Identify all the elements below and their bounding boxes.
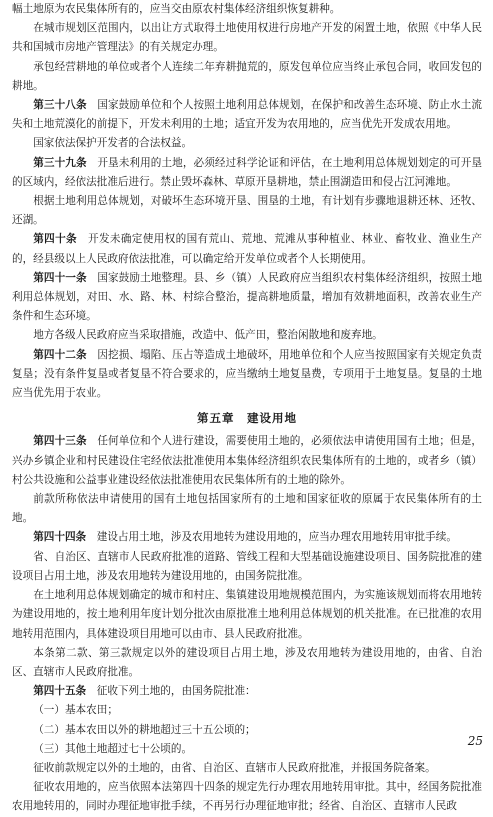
article-text: 国家鼓励单位和个人按照土地利用总体规划，在保护和改善生态环境、防止水土流失和土地荒漠化的前提下，开发未利用的土地；适宜开发为农用地的，应当优先开发成农用地。 — [12, 99, 483, 131]
page-number: 25 — [467, 734, 483, 748]
paragraph: 国家依法保护开发者的合法权益。 — [33, 137, 193, 150]
paragraph: 地方各级人民政府应当采取措施，改造中、低产田，整治闲散地和废弃地。 — [33, 329, 383, 342]
paragraph: 在土地利用总体规划确定的城市和村庄、集镇建设用地规模范围内，为实施该规划而将农用地转为建设用地的，按土地利用年度计划分批次由原批准土地利用总体规划的机关批准。在已批准的农用地转用范围内，具体建设项目用地可以由市、县人民政府批准。 — [12, 589, 482, 640]
article-38 — [12, 96, 482, 134]
article-label: 第四十条 — [33, 233, 78, 246]
article-text: 建设占用土地，涉及农用地转为建设用地的，应当办理农用地转用审批手续。 — [96, 531, 457, 544]
article-45 — [12, 682, 482, 701]
paragraph: 在城市规划区范围内，以出让方式取得土地使用权进行房地产开发的闲置土地，依照《中华人民共和国城市房地产管理法》的有关规定办理。 — [12, 22, 482, 54]
article-text: 任何单位和个人进行建设，需要使用土地的，必须依法申请使用国有土地；但是，兴办乡镇企业和村民建设住宅经依法批准使用本集体经济组织农民集体所有的土地的，或者乡（镇）村公共设施和公益事业建设经依法批准使用农民集体所有的土地的除外。 — [12, 435, 483, 486]
list-item: （二）基本农田以外的耕地超过三十五公顷的； — [33, 723, 256, 736]
article-label: 第三十八条 — [33, 99, 87, 112]
paragraph: 省、自治区、直辖市人民政府批准的道路、管线工程和大型基础设施建设项目、国务院批准的建设项目占用土地，涉及农用地转为建设用地的，由国务院批准。 — [12, 550, 482, 582]
chapter-heading: 第五章 建设用地 — [197, 411, 297, 426]
paragraph: 根据土地利用总体规划，对破坏生态环境开垦、围垦的土地，有计划有步骤地退耕还林、还牧、还湖。 — [12, 195, 482, 227]
article-40 — [12, 230, 482, 268]
article-text: 开发未确定使用权的国有荒山、荒地、荒滩从事种植业、林业、畜牧业、渔业生产的，经县级以上人民政府依法批准，可以确定给开发单位或者个人长期使用。 — [12, 233, 483, 265]
paragraph: 幅土地原为农民集体所有的，应当交由原农村集体经济组织恢复耕种。 — [12, 3, 341, 15]
list-item: （一）基本农田； — [33, 704, 118, 717]
article-text: 征收下列土地的，由国务院批准： — [96, 685, 256, 698]
article-39 — [12, 154, 482, 192]
article-43 — [12, 432, 482, 490]
article-label: 第三十九条 — [33, 156, 87, 169]
paragraph: 前款所称依法申请使用的国有土地包括国家所有的土地和国家征收的原属于农民集体所有的土地。 — [12, 493, 482, 525]
article-label: 第四十三条 — [33, 435, 87, 448]
paragraph: 本条第二款、第三款规定以外的建设项目占用土地，涉及农用地转为建设用地的，由省、自治区、直辖市人民政府批准。 — [12, 646, 482, 678]
article-label: 第四十一条 — [33, 271, 87, 284]
paragraph: 征收农用地的，应当依照本法第四十四条的规定先行办理农用地转用审批。其中，经国务院批准农用地转用的，同时办理征地审批手续，不再另行办理征地审批；经省、自治区、直辖市人民政 — [12, 781, 482, 813]
paragraph: 征收前款规定以外的土地的，由省、自治区、直辖市人民政府批准，并报国务院备案。 — [33, 761, 436, 774]
article-42 — [12, 346, 482, 404]
article-label: 第四十四条 — [33, 531, 87, 544]
paragraph: 承包经营耕地的单位或者个人连续二年弃耕抛荒的，原发包单位应当终止承包合同，收回发包的耕地。 — [12, 60, 482, 92]
article-44 — [12, 528, 482, 547]
article-text: 开垦未利用的土地，必须经过科学论证和评估，在土地利用总体规划划定的可开垦的区域内，经依法批准后进行。禁止毁坏森林、草原开垦耕地，禁止围湖造田和侵占江河滩地。 — [12, 156, 483, 188]
article-label: 第四十二条 — [33, 348, 87, 361]
list-item: （三）其他土地超过七十公顷的。 — [33, 742, 193, 755]
article-text: 国家鼓励土地整理。县、乡（镇）人民政府应当组织农村集体经济组织，按照土地利用总体规划，对田、水、路、林、村综合整治，提高耕地质量，增加有效耕地面积，改善农业生产条件和生态环境。 — [12, 271, 483, 323]
article-label: 第四十五条 — [33, 685, 87, 698]
article-text: 因挖损、塌陷、压占等造成土地破坏，用地单位和个人应当按照国家有关规定负责复垦；没有条件复垦或者复垦不符合要求的，应当缴纳土地复垦费，专项用于土地复垦。复垦的土地应当优先用于农业。 — [12, 348, 483, 400]
article-41 — [12, 269, 482, 327]
